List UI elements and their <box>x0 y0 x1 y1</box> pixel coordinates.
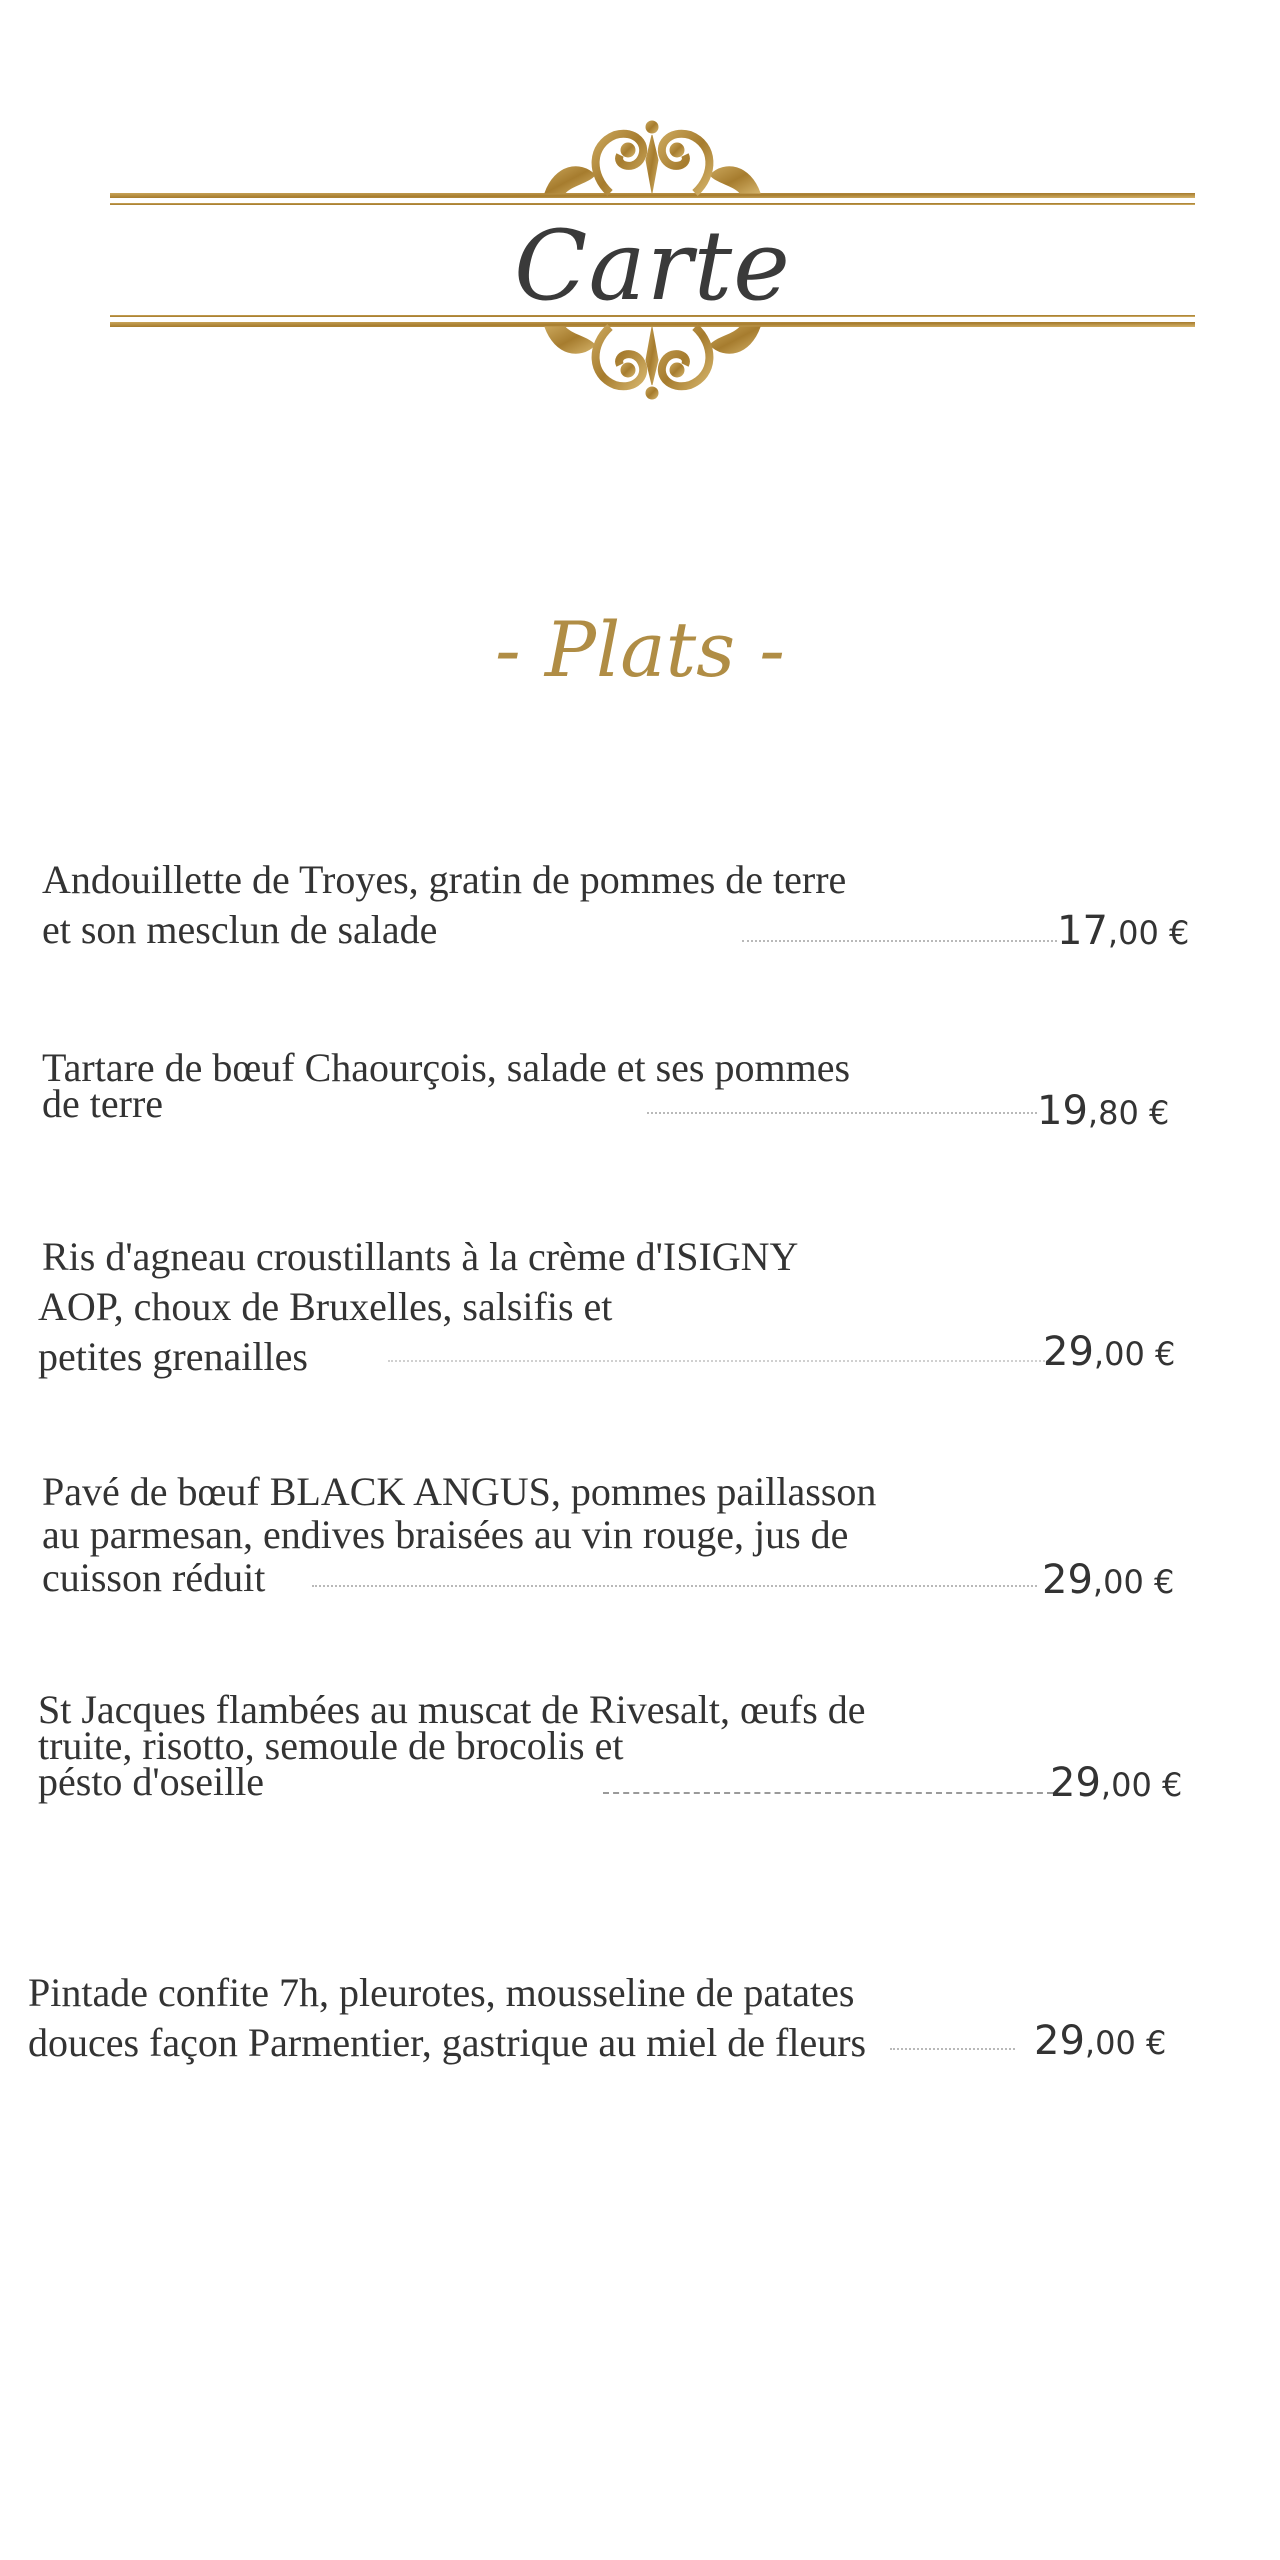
dish-line: truite, risotto, semoule de brocolis et <box>38 1723 624 1768</box>
leader-dots <box>647 1112 1037 1114</box>
leader-dots <box>388 1360 1048 1362</box>
gold-flourish-bottom-icon <box>545 327 760 399</box>
dish-line: St Jacques flambées au muscat de Rivesalt, œufs de <box>38 1687 866 1732</box>
dish-price: 29,00 € <box>1034 2018 1167 2064</box>
leader-dots <box>603 1792 1053 1794</box>
dish-price: 29,00 € <box>1043 1329 1176 1375</box>
leader-dots <box>742 940 1057 942</box>
dish-line: pésto d'oseille <box>38 1759 265 1804</box>
dish-line: AOP, choux de Bruxelles, salsifis et <box>38 1284 613 1329</box>
dish-price: 19,80 € <box>1037 1088 1170 1134</box>
menu-item <box>28 1968 1248 2078</box>
menu-item <box>38 1687 1238 1822</box>
dish-line: Pintade confite 7h, pleurotes, mousseline de patates <box>28 1970 855 2015</box>
menu-item <box>38 1232 1238 1392</box>
dish-line: petites grenailles <box>38 1334 308 1379</box>
dish-line: Tartare de bœuf Chaourçois, salade et ses pommes <box>42 1045 851 1090</box>
leader-dots <box>312 1585 1037 1587</box>
menu-item <box>42 1045 1242 1160</box>
section-title-plats: - Plats - <box>495 605 785 694</box>
dish-line: de terre <box>42 1081 164 1126</box>
leader-dots <box>890 2048 1015 2050</box>
dish-line: Ris d'agneau croustillants à la crème d'ISIGNY <box>42 1234 799 1279</box>
dish-line: Pavé de bœuf BLACK ANGUS, pommes paillasson <box>42 1469 877 1514</box>
gold-flourish-top-icon <box>545 121 760 193</box>
dish-line: au parmesan, endives braisées au vin rouge, jus de <box>42 1512 849 1557</box>
dish-line: cuisson réduit <box>42 1555 266 1600</box>
dish-line: douces façon Parmentier, gastrique au miel de fleurs <box>28 2020 867 2065</box>
dish-line: et son mesclun de salade <box>42 907 438 952</box>
dish-price: 17,00 € <box>1057 908 1190 954</box>
menu-header <box>110 105 1195 425</box>
dish-line: Andouillette de Troyes, gratin de pommes de terre <box>42 857 847 902</box>
dish-price: 29,00 € <box>1042 1557 1175 1603</box>
menu-item <box>42 855 1242 965</box>
menu-title: Carte <box>514 210 791 322</box>
menu-item <box>42 1470 1242 1620</box>
dish-price: 29,00 € <box>1050 1760 1183 1806</box>
